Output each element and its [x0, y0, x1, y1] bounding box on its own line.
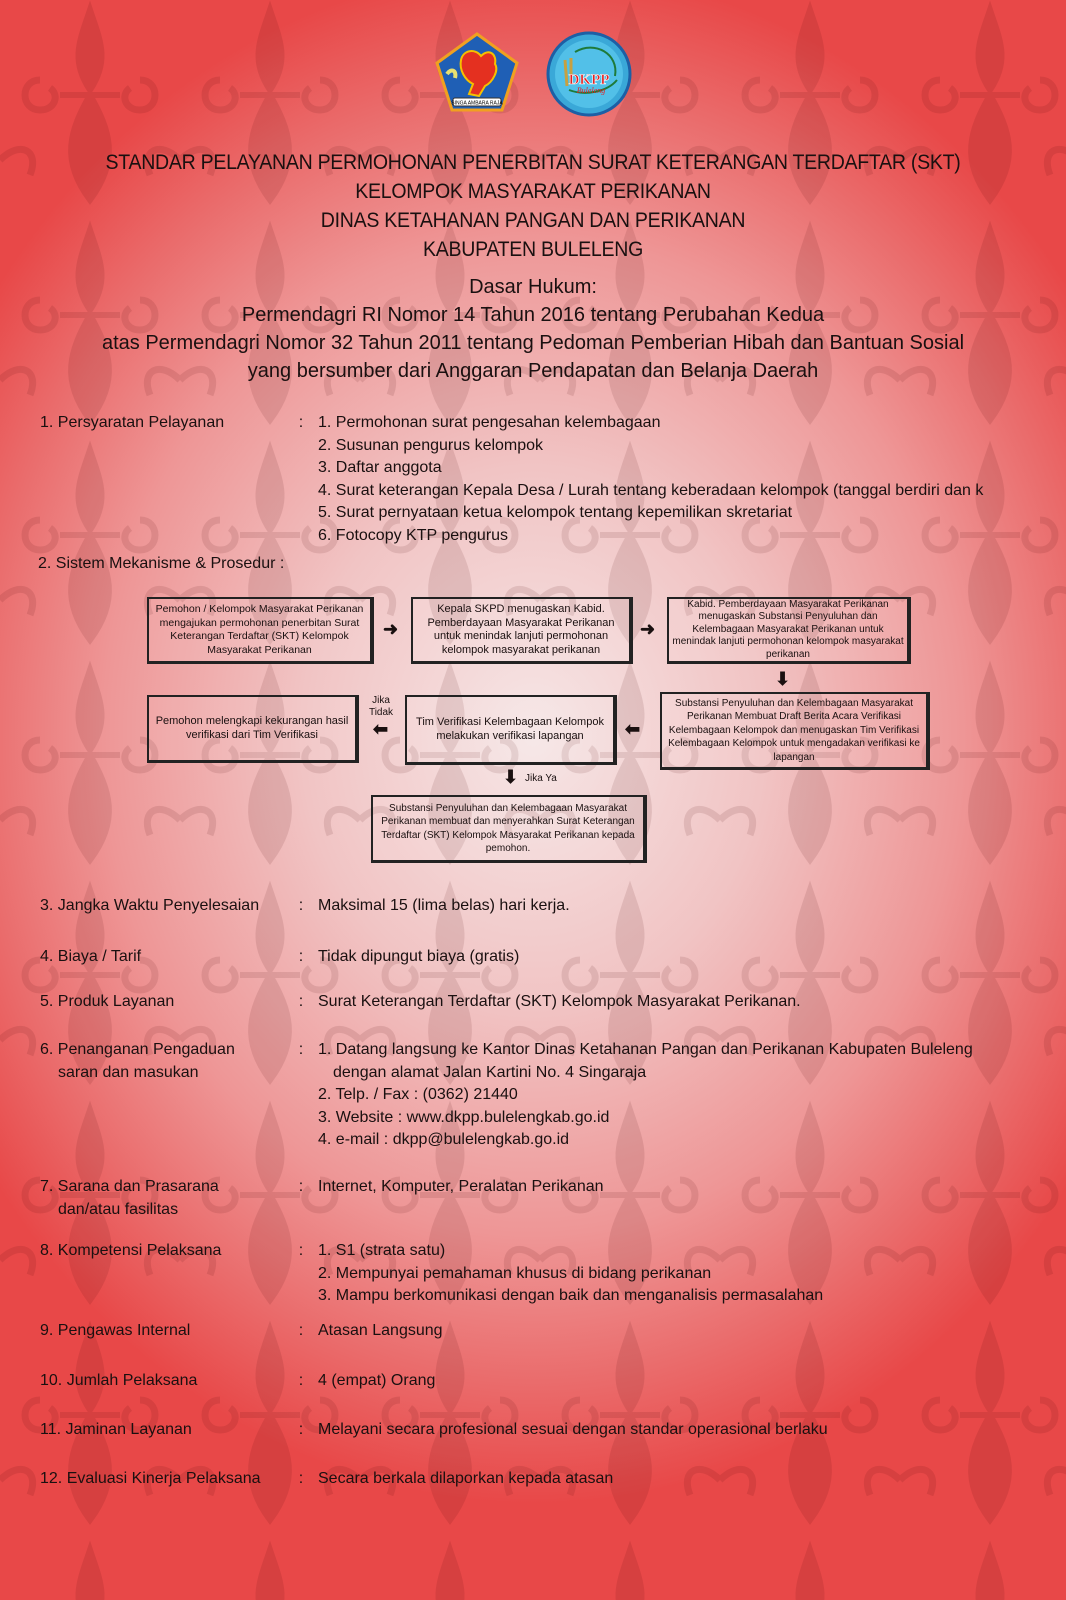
separator: :	[298, 948, 304, 965]
section-value-list	[318, 412, 983, 547]
flow-step-3: Kabid. Pemberdayaan Masyarakat Perikanan menugaskan Substansi Penyuluhan dan Kelembagaan Masyarakat Perikanan untuk menindak lanjuti permohonan kelompok masyarakat perikanan	[667, 597, 911, 664]
list-item: dengan alamat Jalan Kartini No. 4 Singaraja	[333, 1063, 647, 1081]
separator: :	[298, 1322, 304, 1339]
separator: :	[298, 1372, 304, 1389]
section-label: 5. Produk Layanan	[40, 993, 175, 1010]
list-item: 3. Daftar anggota	[318, 459, 442, 476]
label-line: dan/atau fasilitas	[58, 1200, 179, 1218]
legal-basis-line: yang bersumber dari Anggaran Pendapatan dan Belanja Daerah	[247, 360, 819, 382]
separator: :	[298, 414, 304, 431]
section-label: 1. Persyaratan Pelayanan	[40, 414, 225, 431]
separator: :	[298, 1421, 304, 1438]
legal-basis-heading: Dasar Hukum:	[469, 276, 597, 298]
separator: :	[298, 1041, 304, 1058]
section-label	[40, 1176, 290, 1221]
title-line: KELOMPOK MASYARAKAT PERIKANAN	[355, 180, 711, 203]
arrow-right-icon: ➜	[640, 619, 656, 639]
email-link[interactable]: 4. e-mail : dkpp@bulelengkab.go.id	[318, 1131, 570, 1148]
section-label	[40, 1039, 290, 1084]
section-procedure-label: 2. Sistem Mekanisme & Prosedur :	[38, 555, 285, 572]
section-value: Tidak dipungut biaya (gratis)	[318, 948, 520, 965]
label-line: 6. Penanganan Pengaduan	[40, 1041, 235, 1058]
section-value: Internet, Komputer, Peralatan Perikanan	[318, 1178, 604, 1195]
dkpp-buleleng-logo	[545, 30, 633, 118]
arrow-down-icon: ⬇	[503, 767, 519, 787]
section-label: 10. Jumlah Pelaksana	[40, 1372, 198, 1389]
section-label: 11. Jaminan Layanan	[40, 1421, 192, 1438]
flow-step-4: Substansi Penyuluhan dan Kelembagaan Masyarakat Perikanan Membuat Draft Berita Acara Verifikasi Kelembagaan Kelompok dan menugaskan Tim Verifikasi Kelembagaan Kelompok untuk mengadakan verifikasi ke lapangan	[660, 692, 930, 770]
arrow-left-icon: ⬅	[373, 719, 389, 739]
list-item: 2. Telp. / Fax : (0362) 21440	[318, 1086, 518, 1103]
label-line: 7. Sarana dan Prasarana	[40, 1178, 219, 1195]
title-line: STANDAR PELAYANAN PERMOHONAN PENERBITAN SURAT KETERANGAN TERDAFTAR (SKT)	[105, 151, 961, 174]
section-value: Maksimal 15 (lima belas) hari kerja.	[318, 897, 570, 914]
title-line: KABUPATEN BULELENG	[422, 238, 644, 261]
legal-basis	[0, 273, 1066, 385]
list-item: 2. Susunan pengurus kelompok	[318, 436, 544, 454]
section-label: 12. Evaluasi Kinerja Pelaksana	[40, 1470, 261, 1487]
flow-label-no: Jika Tidak	[368, 695, 394, 718]
list-item: 3. Mampu berkomunikasi dengan baik dan menganalisis permasalahan	[318, 1287, 824, 1304]
list-item: 6. Fotocopy KTP pengurus	[318, 526, 509, 544]
logo-buleleng-text: Buleleng	[576, 86, 606, 95]
separator: :	[298, 993, 304, 1010]
list-item: 5. Surat pernyataan ketua kelompok tentang kepemilikan skretariat	[318, 504, 793, 521]
document-title	[0, 148, 1066, 264]
logos	[0, 30, 1066, 118]
list-item: 2. Mempunyai pemahaman khusus di bidang perikanan	[318, 1264, 712, 1282]
section-value: Surat Keterangan Terdaftar (SKT) Kelompok Masyarakat Perikanan.	[318, 993, 801, 1010]
flow-step-5: Tim Verifikasi Kelembagaan Kelompok melakukan verifikasi lapangan	[405, 695, 617, 765]
arrow-left-icon: ⬅	[625, 719, 641, 739]
flow-step-2: Kepala SKPD menugaskan Kabid. Pemberdayaan Masyarakat Perikanan untuk menindak lanjuti permohonan kelompok masyarakat perikanan	[411, 597, 633, 664]
flow-step-1: Pemohon / Kelompok Masyarakat Perikanan mengajukan permohonan penerbitan Surat Keterangan Terdaftar (SKT) Kelompok Masyarakat Perikanan	[147, 597, 374, 664]
separator: :	[298, 1242, 304, 1259]
flow-step-6: Pemohon melengkapi kekurangan hasil verifikasi dari Tim Verifikasi	[147, 695, 359, 763]
separator: :	[298, 897, 304, 914]
arrow-right-icon: ➜	[383, 619, 399, 639]
logo-dkpp-text: DKPP	[568, 72, 610, 88]
section-value: Melayani secara profesional sesuai dengan standar operasional berlaku	[318, 1421, 828, 1438]
section-value: 4 (empat) Orang	[318, 1372, 436, 1389]
website-link[interactable]: 3. Website : www.dkpp.bulelengkab.go.id	[318, 1108, 610, 1126]
section-label: 4. Biaya / Tarif	[40, 948, 142, 965]
section-label: 8. Kompetensi Pelaksana	[40, 1242, 222, 1259]
flow-label-yes: Jika Ya	[525, 773, 557, 784]
section-value-list	[318, 1039, 973, 1152]
list-item: 1. S1 (strata satu)	[318, 1242, 446, 1259]
separator: :	[298, 1470, 304, 1487]
legal-basis-line: Permendagri RI Nomor 14 Tahun 2016 tentang Perubahan Kedua	[241, 304, 825, 326]
legal-basis-line: atas Permendagri Nomor 32 Tahun 2011 tentang Pedoman Pemberian Hibah dan Bantuan Sosial	[101, 332, 965, 354]
list-item: 1. Datang langsung ke Kantor Dinas Ketahanan Pangan dan Perikanan Kabupaten Buleleng	[318, 1041, 973, 1058]
section-value-list	[318, 1240, 823, 1308]
arrow-down-icon: ⬇	[775, 669, 791, 689]
flow-step-7: Substansi Penyuluhan dan Kelembagaan Masyarakat Perikanan membuat dan menyerahkan Surat Keterangan Terdaftar (SKT) Kelompok Masyarakat Perikanan kepada pemohon.	[371, 795, 647, 863]
separator: :	[298, 1178, 304, 1195]
buleleng-coat-of-arms-logo	[433, 30, 521, 118]
list-item: 1. Permohonan surat pengesahan kelembagaan	[318, 414, 661, 431]
title-line: DINAS KETAHANAN PANGAN DAN PERIKANAN	[320, 209, 746, 232]
logo-motto: SINGA AMBARA RAJA	[451, 100, 503, 107]
label-line: saran dan masukan	[58, 1063, 199, 1081]
list-item: 4. Surat keterangan Kepala Desa / Lurah tentang keberadaan kelompok (tanggal berdiri dan k	[318, 481, 984, 499]
section-label: 3. Jangka Waktu Penyelesaian	[40, 897, 260, 914]
section-value: Secara berkala dilaporkan kepada atasan	[318, 1470, 614, 1487]
section-value: Atasan Langsung	[318, 1322, 443, 1339]
section-label: 9. Pengawas Internal	[40, 1322, 191, 1339]
